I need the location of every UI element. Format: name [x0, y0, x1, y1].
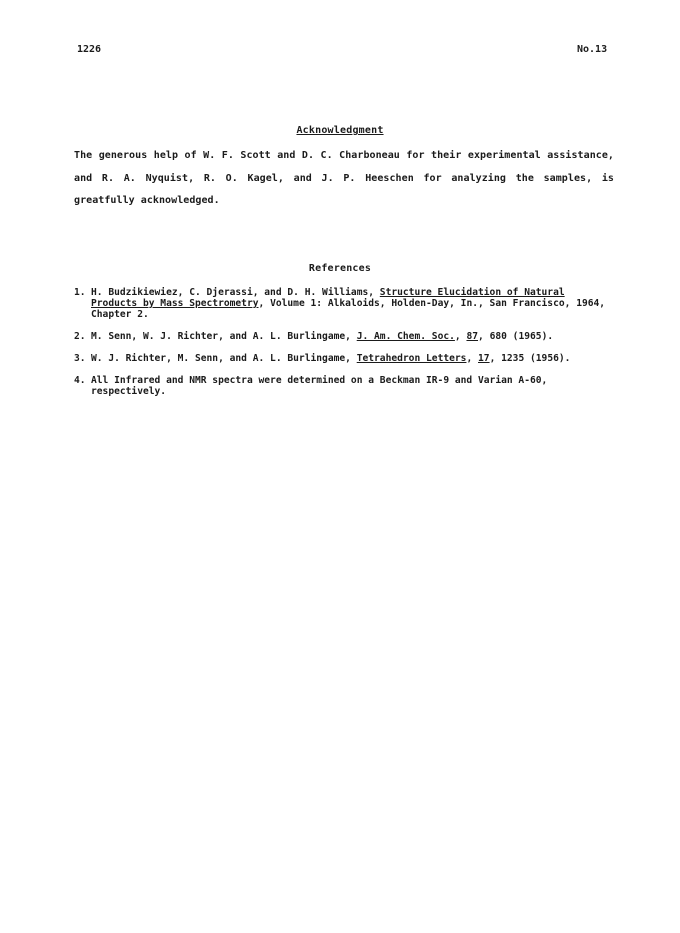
acknowledgment-paragraph: The generous help of W. F. Scott and D. C. Charboneau for their experimental assistance, and R. A. Nyquist, R. O. Kagel, and J. P. Heeschen for analyzing the samples, is greatfully acknowledged.	[74, 150, 614, 206]
reference-separator: ,	[466, 353, 479, 364]
acknowledgment-heading	[0, 125, 680, 136]
reference-book-title: Structure Elucidation of Natural Products by Mass Spectrometry	[91, 287, 565, 309]
reference-authors: W. J. Richter, M. Senn, and A. L. Burlingame,	[91, 353, 357, 364]
reference-item-3	[74, 353, 614, 364]
reference-item-2	[74, 331, 614, 342]
acknowledgment-heading-text: Acknowledgment	[296, 125, 384, 136]
reference-details: , 1235 (1956).	[489, 353, 571, 364]
reference-authors: H. Budzikiewiez, C. Djerassi, and D. H. Williams,	[91, 287, 380, 298]
reference-separator: ,	[454, 331, 467, 342]
reference-item-4	[74, 375, 614, 397]
reference-list	[74, 287, 614, 408]
reference-number: 3.	[74, 353, 86, 364]
reference-volume: 87	[466, 331, 479, 342]
reference-number: 4.	[74, 375, 86, 386]
page-number: 1226	[77, 44, 102, 55]
reference-volume: 17	[478, 353, 490, 364]
references-heading: References	[308, 263, 372, 274]
reference-authors: M. Senn, W. J. Richter, and A. L. Burlingame,	[91, 331, 357, 342]
reference-number: 2.	[74, 331, 86, 342]
reference-item-1	[74, 287, 614, 320]
journal-issue: No.13	[577, 44, 608, 55]
reference-number: 1.	[74, 287, 86, 298]
reference-text: All Infrared and NMR spectra were determined on a Beckman IR-9 and Varian A-60, respectively.	[91, 375, 548, 397]
reference-journal: J. Am. Chem. Soc.	[356, 331, 455, 342]
reference-journal: Tetrahedron Letters	[356, 353, 467, 364]
reference-details: , Volume 1: Alkaloids, Holden-Day, In., San Francisco, 1964, Chapter 2.	[91, 298, 606, 320]
reference-details: , 680 (1965).	[478, 331, 554, 342]
